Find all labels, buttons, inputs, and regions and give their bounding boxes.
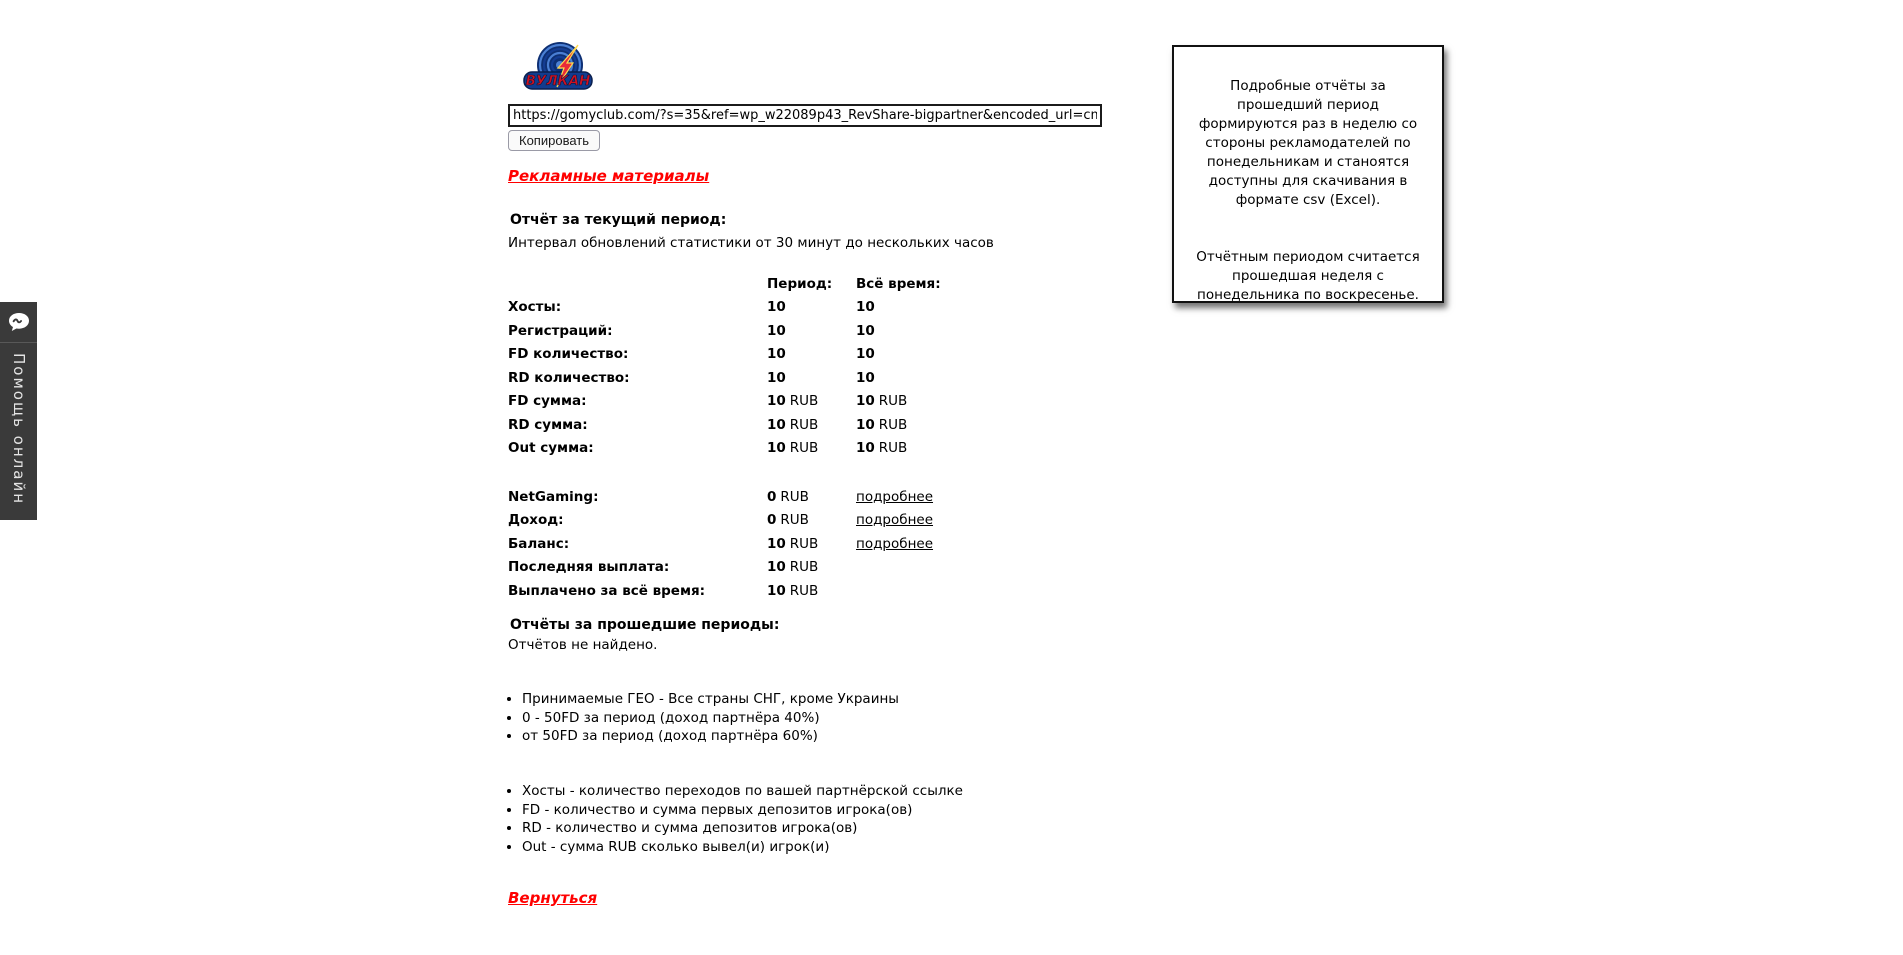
past-reports-empty: Отчётов не найдено. — [508, 637, 658, 653]
table-row — [508, 440, 1268, 456]
notice-paragraph: Отчётным периодом считается прошедшая неделя с понедельника по воскресенье. — [1196, 249, 1420, 303]
stat-period-value: 10 — [767, 299, 786, 315]
referral-url-input[interactable] — [508, 104, 1102, 127]
stat-label: Хосты: — [508, 299, 562, 315]
list-item: • от 50FD за период (доход партнёра 60%) — [522, 727, 899, 746]
stat-label: FD сумма: — [508, 393, 587, 409]
glossary-list — [506, 782, 963, 856]
back-link[interactable]: Вернуться — [508, 889, 598, 907]
finance-value: 10 RUB — [767, 559, 819, 575]
finance-value: 0 RUB — [767, 512, 809, 528]
list-item: • RD - количество и сумма депозитов игрока(ов) — [522, 819, 963, 838]
stat-period-value: 10 — [767, 323, 786, 339]
stat-label: Out сумма: — [508, 440, 594, 456]
weekly-report-notice-box — [1172, 45, 1444, 303]
details-link[interactable]: подробнее — [856, 536, 934, 552]
stat-label: RD количество: — [508, 370, 630, 386]
chat-bubble-icon — [8, 312, 30, 332]
stat-alltime-value: 10 RUB — [856, 440, 908, 456]
column-header-alltime: Всё время: — [856, 276, 941, 292]
table-row — [508, 536, 1268, 552]
finance-label: NetGaming: — [508, 489, 599, 505]
ad-materials-link[interactable]: Рекламные материалы — [508, 167, 710, 185]
notice-paragraph: Подробные отчёты за прошедший период формируются раз в неделю со стороны рекламодателей по понедельникам и станоятся доступны для скачивания в формате csv (Excel). — [1198, 78, 1418, 208]
details-link[interactable]: подробнее — [856, 512, 934, 528]
stat-period-value: 10 RUB — [767, 417, 819, 433]
stat-period-value: 10 RUB — [767, 393, 819, 409]
list-item: • FD - количество и сумма первых депозитов игрока(ов) — [522, 801, 963, 820]
help-label-wrap — [0, 343, 37, 520]
stat-alltime-value: 10 RUB — [856, 393, 908, 409]
stat-period-value: 10 — [767, 370, 786, 386]
update-interval-note: Интервал обновлений статистики от 30 минут до нескольких часов — [508, 235, 994, 251]
logo-text: ВУЛКАН — [525, 73, 591, 89]
stat-alltime-value: 10 — [856, 299, 875, 315]
finance-label: Баланс: — [508, 536, 570, 552]
help-online-tab[interactable] — [0, 302, 37, 520]
table-row — [508, 323, 1268, 339]
finance-label: Доход: — [508, 512, 564, 528]
stat-label: FD количество: — [508, 346, 629, 362]
table-row — [508, 489, 1268, 505]
finance-value: 10 RUB — [767, 583, 819, 599]
table-row — [508, 583, 1268, 599]
stat-alltime-value: 10 — [856, 323, 875, 339]
help-online-label: Помощь онлайн — [10, 353, 28, 506]
finance-label: Последняя выплата: — [508, 559, 670, 575]
chat-bubble-icon[interactable] — [0, 302, 37, 343]
finance-value: 10 RUB — [767, 536, 819, 552]
table-row — [508, 370, 1268, 386]
vulkan-logo — [521, 41, 595, 99]
table-row — [508, 512, 1268, 528]
table-row — [508, 417, 1268, 433]
stat-alltime-value: 10 — [856, 346, 875, 362]
stat-alltime-value: 10 — [856, 370, 875, 386]
list-item: • 0 - 50FD за период (доход партнёра 40%) — [522, 709, 899, 728]
copy-button[interactable]: Копировать — [508, 130, 600, 151]
stat-period-value: 10 RUB — [767, 440, 819, 456]
table-row — [508, 346, 1268, 362]
past-reports-title: Отчёты за прошедшие периоды: — [510, 617, 780, 633]
list-item: • Принимаемые ГЕО - Все страны СНГ, кроме Украины — [522, 690, 899, 709]
terms-list — [506, 690, 899, 746]
table-row — [508, 559, 1268, 575]
stat-period-value: 10 — [767, 346, 786, 362]
finance-value: 0 RUB — [767, 489, 809, 505]
column-header-period: Период: — [767, 276, 833, 292]
details-link[interactable]: подробнее — [856, 489, 934, 505]
stat-alltime-value: 10 RUB — [856, 417, 908, 433]
list-item: • Out - сумма RUB сколько вывел(и) игрок(и) — [522, 838, 963, 857]
stat-label: Регистраций: — [508, 323, 613, 339]
table-row — [508, 393, 1268, 409]
stat-label: RD сумма: — [508, 417, 588, 433]
table-row — [508, 299, 1268, 315]
list-item: • Хосты - количество переходов по вашей партнёрской ссылке — [522, 782, 963, 801]
finance-label: Выплачено за всё время: — [508, 583, 706, 599]
current-report-title: Отчёт за текущий период: — [510, 212, 727, 228]
